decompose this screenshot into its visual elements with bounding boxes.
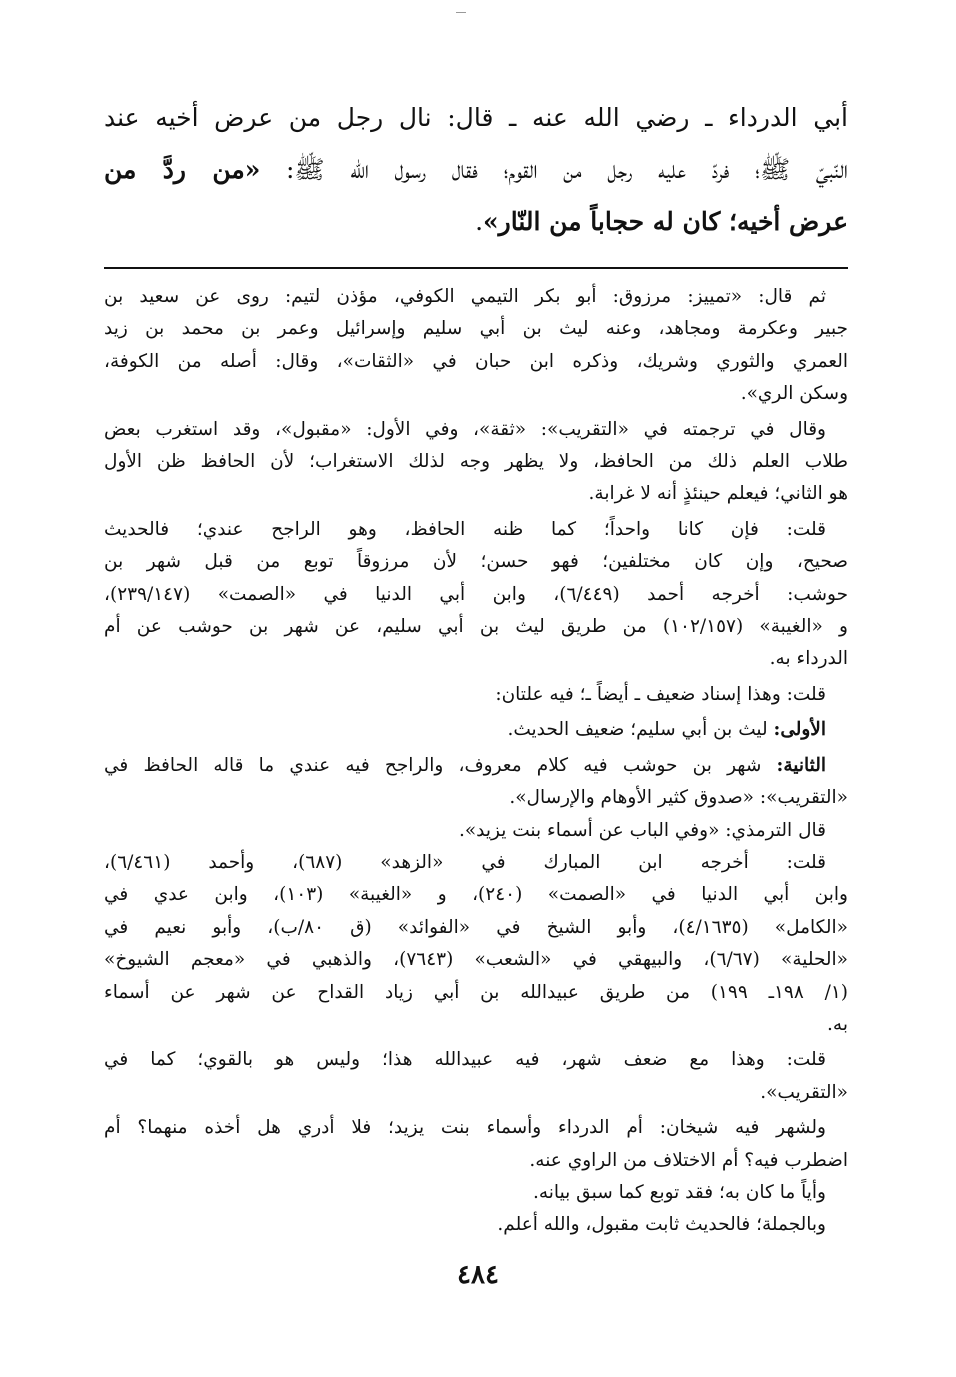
fn-line: ثم قال: «تمييز: مرزوق: أبو بكر التيمي الكوفي، مؤذن لتيم: روى عن سعيد بن xyxy=(104,286,826,307)
footnote-para-2 xyxy=(104,414,848,511)
fn-line: «التقريب». xyxy=(760,1081,848,1103)
fn-line: وابن أبي الدنيا في «الصمت» (٢٤٠)، و «الغيبة» (١٠٣)، وابن عدي في xyxy=(104,884,848,906)
scan-mark xyxy=(456,12,466,13)
fn-line: قلت: أخرجه ابن المبارك في «الزهد» (٦٨٧)، وأحمد (٦/٤٦١)، xyxy=(104,851,826,873)
fn-line: و «الغيبة» (١٠٢/١٥٧) من طريق ليث بن أبي سليم، عن شهر بن حوشب عن أم xyxy=(104,616,848,638)
main-line-1: أبي الدرداء ـ رضي الله عنه ـ قال: نال رجل من عرض أخيه عند xyxy=(104,103,848,132)
fn-line: وسكن الري». xyxy=(740,383,848,405)
fn-line: حوشب: أخرجه أحمد (٦/٤٤٩)، وابن أبي الدنيا في «الصمت» (٢٣٩/١٤٧)، xyxy=(104,583,848,605)
footnotes xyxy=(104,281,848,1242)
fn-line: هو الثاني؛ فيعلم حينئذٍ أنه لا غرابة. xyxy=(588,483,848,505)
footnote-para-3 xyxy=(104,514,848,676)
fn-line: ولشهر فيه شيخان: أم الدرداء وأسماء بنت يزيد؛ فلا أدري هل أخذه منهما؟ أم xyxy=(104,1117,826,1139)
fn-line: طلاب العلم ذلك من الحافظ، ولا يظهر وجه لذلك الاستغراب؛ لأن الحافظ ظن الأول xyxy=(104,451,848,473)
main-line-2-plain: النّبيّ ﷺ؛ فردّ عليه رجل من القوم؛ فقال رسول الله ﷺ: xyxy=(260,155,848,184)
main-line-2 xyxy=(104,144,848,196)
main-line-3: عرض أخيه؛ كان له حجاباً من النّار». xyxy=(475,207,848,236)
footnote-para-1 xyxy=(104,281,848,411)
footnote-para-10 xyxy=(104,1112,848,1177)
fn-line: العمري والثوري وشريك، وذكره ابن حبان في «الثقات»، وقال: أصله من الكوفة، xyxy=(104,350,848,372)
fn-line: (١/ ١٩٨ـ ١٩٩) من طريق عبيدالله بن أبي زياد القداح عن شهر عن أسماء xyxy=(104,981,848,1003)
footnote-para-5 xyxy=(104,714,848,746)
fn-line: «الحلية» (٦/٦٧)، والبيهقي في «الشعب» (٧٦٤٣)، والذهبي في «معجم الشيوخ» xyxy=(104,949,848,971)
footnote-para-9 xyxy=(104,1044,848,1109)
fn-line: «الكامل» (٤/١٦٣٥)، وأبو الشيخ في «الفوائد» (ق ٨٠/ب)، وأبو نعيم في xyxy=(104,916,848,938)
page-number: ٤٨٤ xyxy=(457,1260,499,1290)
footnote-para-4: قلت: وهذا إسناد ضعيف ـ أيضاً ـ؛ فيه علتان: xyxy=(495,683,826,705)
second-defect-label: الثانية: xyxy=(776,754,826,776)
fn-line: به. xyxy=(827,1013,848,1035)
hadith-paragraph xyxy=(104,92,848,248)
main-text xyxy=(104,92,848,248)
first-defect-text: ليث بن أبي سليم؛ ضعيف الحديث. xyxy=(507,719,774,741)
fn-line: وقال في ترجمته في «التقريب»: «ثقة»، وفي الأول: «مقبول»، وقد استغرب بعض xyxy=(104,418,826,440)
footnote-para-12: وبالجملة؛ فالحديث ثابت مقبول، والله أعلم. xyxy=(497,1214,826,1236)
fn-line: قلت: فإن كانا واحداً؛ كما ظنه الحافظ، وهو الراجح عندي؛ فالحديث xyxy=(104,518,826,540)
fn-line xyxy=(104,750,848,782)
fn-line: «التقريب»: «صدوق كثير الأوهام والإرسال». xyxy=(509,787,848,809)
first-defect-label: الأولى: xyxy=(773,719,826,741)
hadith-quote-end: عرض أخيه؛ كان له حجاباً من النّار» xyxy=(483,207,848,236)
fn-line: الدرداء به. xyxy=(769,648,848,670)
footnote-para-11: وأياً ما كان به؛ فقد توبع كما سبق بيانه. xyxy=(532,1181,826,1203)
footnote-separator xyxy=(104,267,848,269)
fn-line: اضطرب فيه؟ أم الاختلاف من الراوي عنه. xyxy=(529,1149,848,1171)
footnote-para-6 xyxy=(104,750,848,815)
fn-line: صحيح، وإن كان مختلفين؛ فهو حسن؛ لأن مرزوقاً توبع من قبل شهر بن xyxy=(104,551,848,573)
footnote-para-7: قال الترمذي: «وفي الباب عن أسماء بنت يزيد». xyxy=(458,819,826,841)
page-body xyxy=(104,92,848,1242)
fn-line: جبير وعكرمة ومجاهد، وعنه ليث بن أبي سليم وإسرائيل وعمر بن محمد بن زيد xyxy=(104,318,848,340)
second-defect-text: شهر بن حوشب فيه كلام معروف، والراجح فيه عندي ما قاله الحافظ في xyxy=(104,754,777,776)
hadith-quote-start: «من ردَّ من xyxy=(104,155,261,184)
fn-line: قلت: وهذا مع ضعف شهر، فيه عبيدالله هذا؛ وليس هو بالقوي؛ كما في xyxy=(104,1049,826,1071)
footnote-para-8 xyxy=(104,847,848,1041)
